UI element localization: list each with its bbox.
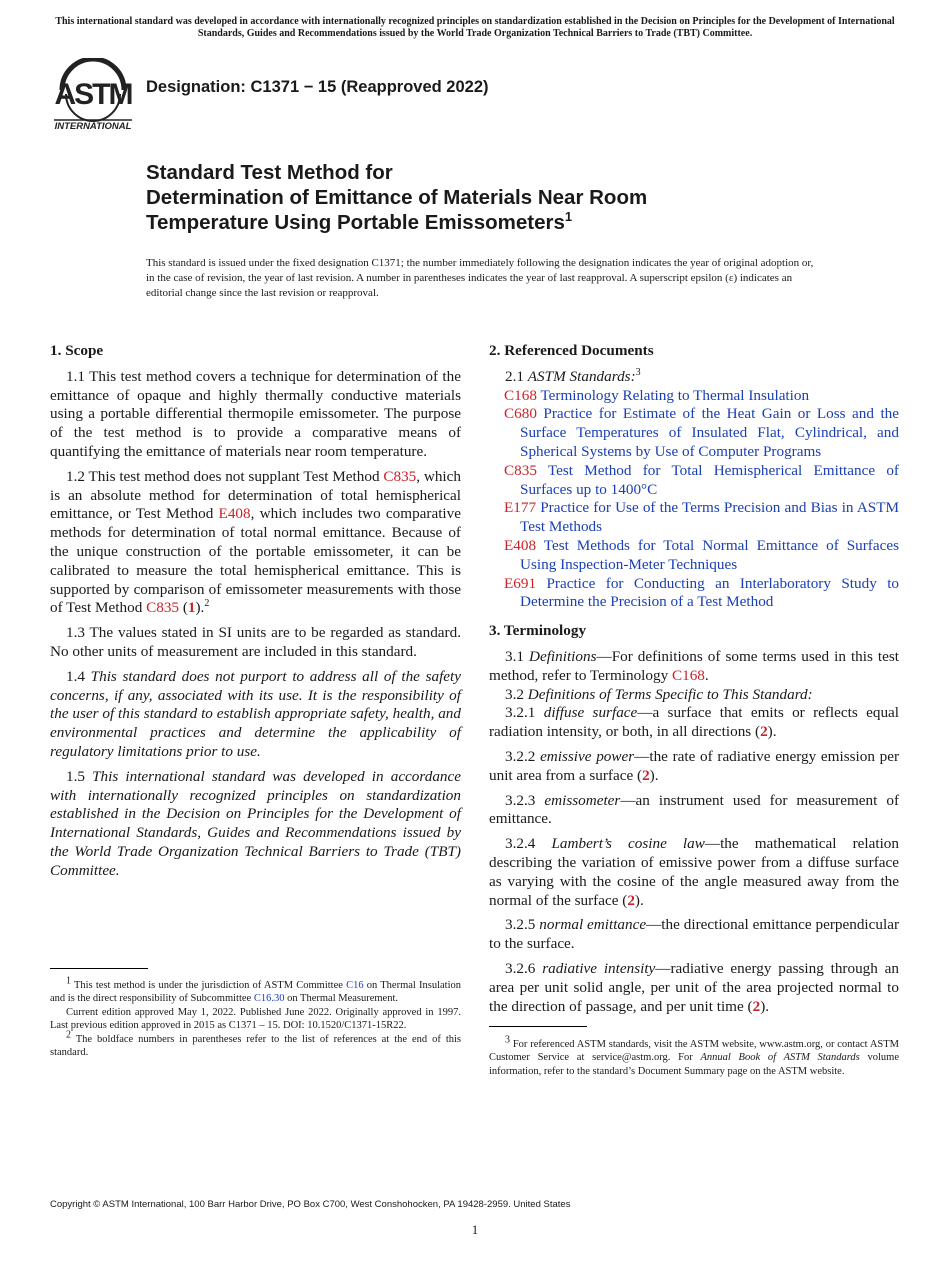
- definition-item: [489, 916, 899, 954]
- wto-text: This international standard was developed in accordance with internationally recognized principles on standardization established in the Decision on Principles for the Development of International Standards, Guides and Recommendations issued by the World Trade Organization Technical Barriers to Trade (TBT) Committee.: [50, 767, 462, 879]
- right-column: [489, 342, 899, 1022]
- term: Lambert’s cosine law: [551, 835, 705, 853]
- reference-list: [489, 387, 899, 613]
- term: diffuse surface: [543, 704, 638, 722]
- text: , which includes two comparative methods for determination of total normal emittance. Because of the unique construction of the portable emissometer, it can be calibrated to measure the total hemispherical emittance. This is supported by comparison of emissometer measurements with those of Test Method: [50, 505, 461, 617]
- text: on Thermal Insulation and is the direct responsibility of Subcommittee: [50, 980, 461, 1005]
- term: emissometer: [544, 791, 621, 809]
- link-c16[interactable]: C16: [346, 980, 364, 991]
- fn-mark: 2: [66, 1029, 71, 1041]
- scope-1-5: [50, 768, 461, 881]
- page-number: 1: [471, 1222, 479, 1237]
- reference-item: [489, 575, 899, 613]
- text: Definitions of Terms Specific to This Standard:: [527, 685, 813, 703]
- logo-wordmark: INTERNATIONAL: [54, 121, 132, 132]
- footnote-1: [50, 975, 461, 1006]
- reference-code[interactable]: E691: [504, 574, 537, 592]
- section-heading-scope: 1. Scope: [50, 342, 104, 359]
- footnote-1-edition: Current edition approved May 1, 2022. Published June 2022. Originally approved in 1997. Last previous edition approved in 2015 as C1371 – 15. DOI: 10.1520/C1371-15R22.: [50, 1006, 461, 1032]
- para-num: 3.2.1: [505, 704, 544, 722]
- para-num: 3.2.5: [505, 916, 540, 934]
- fn-mark: 3: [505, 1034, 510, 1046]
- text: ).: [760, 997, 770, 1015]
- section-heading-referenced-documents: 2. Referenced Documents: [489, 342, 654, 359]
- para-num: 3.2.2: [505, 747, 541, 765]
- text: This test method is under the jurisdiction of ASTM Committee: [71, 980, 347, 991]
- text: (: [179, 599, 188, 617]
- para-num: 1.4: [66, 667, 91, 685]
- text: ).: [195, 599, 205, 617]
- footnote-2: [50, 1029, 461, 1060]
- footnotes-right: [489, 1034, 899, 1078]
- reference-link[interactable]: 2: [627, 891, 635, 909]
- term: emissive power: [540, 747, 635, 765]
- title-line-3: [146, 210, 846, 235]
- footnote-mark[interactable]: 2: [204, 598, 210, 610]
- term: Definitions: [529, 647, 597, 665]
- designation: Designation: C1371 − 15 (Reapproved 2022): [146, 78, 489, 96]
- issued-note: This standard is issued under the fixed designation C1371; the number immediately following the designation indicates the year of original adoption or, in the case of revision, the year of last revision. A number in parentheses indicates the year of last reapproval. A superscript epsilon (ε) indicates an editorial change since the last revision or reapproval.: [146, 257, 814, 299]
- text: —the rate of radiative energy emission per unit area from a surface (: [489, 747, 900, 784]
- definition-item: [489, 704, 899, 742]
- reference-title[interactable]: Practice for Estimate of the Heat Gain or Loss and the Surface Temperatures of Insulated Flat, Cylindrical, and Spherical Systems by Use of Computer Programs: [520, 405, 900, 460]
- text: .: [704, 666, 709, 684]
- reference-item: [489, 405, 899, 461]
- title-line-2: Determination of Emittance of Materials Near Room: [146, 186, 648, 209]
- reference-item: [489, 537, 899, 575]
- scope-1-1: 1.1 This test method covers a technique for determination of the emittance of opaque and highly thermally conductive materials using a portable differential thermopile emissometer. The purpose of the test method is to provide a comparative means of quantifying the emittance of materials near room temperature.: [50, 367, 461, 460]
- left-column: [50, 342, 461, 887]
- reference-link[interactable]: 2: [760, 723, 768, 741]
- text: Annual Book of ASTM Standards: [700, 1052, 860, 1064]
- text: volume information, refer to the standard’s Document Summary page on the ASTM website.: [489, 1052, 899, 1077]
- text: , which is an absolute method for determination of total hemispherical emittance, or Test Method: [50, 467, 461, 523]
- document-title: [146, 160, 846, 235]
- footnotes-left: [50, 975, 461, 1059]
- terminology-3-2: [489, 686, 899, 705]
- footnote-divider: [50, 968, 148, 969]
- footnote-mark[interactable]: 3: [635, 366, 641, 378]
- term: radiative intensity: [542, 959, 656, 977]
- footnote-divider: [489, 1026, 587, 1027]
- scope-1-3: 1.3 The values stated in SI units are to be regarded as standard. No other units of measurement are included in this standard.: [50, 624, 461, 660]
- text: 1.2 This test method does not supplant Test Method: [66, 467, 384, 485]
- definition-item: [489, 835, 899, 910]
- text: on Thermal Measurement.: [284, 993, 399, 1005]
- title-footnote-mark[interactable]: 1: [564, 209, 573, 225]
- reference-item: [489, 462, 899, 500]
- reference-item: [489, 499, 899, 537]
- text: The boldface numbers in parentheses refer to the list of references at the end of this standard.: [50, 1033, 461, 1059]
- definition-item: [489, 748, 899, 786]
- reference-code[interactable]: E408: [504, 536, 537, 554]
- link-c168[interactable]: C168: [671, 666, 705, 684]
- definition-item: [489, 792, 899, 830]
- para-num: 3.2.4: [505, 835, 552, 853]
- fn-mark: 1: [66, 975, 71, 987]
- title-line-1: Standard Test Method for: [146, 161, 393, 184]
- header-notice: This international standard was developed in accordance with internationally recognized principles on standardization established in the Decision on Principles for the Development of International Standards, Guides and Recommendations issued by the World Trade Organization Technical Barriers to Trade (TBT) Committee.: [55, 16, 895, 39]
- text: For referenced ASTM standards, visit the ASTM website, www.astm.org, or contact ASTM Customer Service at service@astm.org. For: [489, 1039, 899, 1064]
- terminology-3-1: [489, 648, 899, 686]
- text: —the mathematical relation describing the variation of emissive power from a diffuse surface as varying with the cosine of the angle measured away from the normal of the surface (: [489, 835, 899, 909]
- svg-text:ASTM: ASTM: [54, 78, 132, 111]
- text: ).: [649, 766, 659, 784]
- reference-link[interactable]: 2: [752, 997, 761, 1015]
- scope-1-4: [50, 668, 461, 762]
- text: ).: [767, 723, 777, 741]
- title-line-3-text: Temperature Using Portable Emissometers: [146, 211, 565, 234]
- section-heading-terminology: 3. Terminology: [489, 622, 587, 640]
- safety-text: This standard does not purport to address all of the safety concerns, if any, associated with its use. It is the responsibility of the user of this standard to establish appropriate safety, health, and environmental practices and determine the applicability of regulatory limitations prior to use.: [50, 667, 462, 760]
- scope-1-2: [50, 468, 461, 618]
- reference-title[interactable]: Test Methods for Total Normal Emittance of Surfaces Using Inspection-Meter Techniques: [520, 536, 899, 573]
- link-c16-30[interactable]: C16.30: [253, 993, 285, 1005]
- reference-item: [489, 387, 899, 406]
- astm-standards-heading: [489, 368, 899, 387]
- link-c835[interactable]: C835: [383, 467, 417, 485]
- para-num: 2.1: [505, 367, 528, 385]
- para-num: 3.2.3: [505, 791, 545, 809]
- reference-code[interactable]: C168: [504, 386, 537, 404]
- reference-title[interactable]: Practice for Use of the Terms Precision and Bias in ASTM Test Methods: [520, 499, 900, 536]
- reference-link[interactable]: 2: [642, 766, 650, 784]
- reference-code[interactable]: E177: [504, 499, 537, 517]
- astm-logo: [52, 58, 134, 132]
- footnote-3: [489, 1034, 899, 1078]
- reference-link[interactable]: 1: [187, 599, 196, 617]
- definition-list: [489, 704, 899, 1016]
- text: ASTM Standards:: [527, 367, 636, 385]
- text: —the directional emittance perpendicular to the surface.: [489, 916, 900, 953]
- text: —For definitions of some terms used in this test method, refer to Terminology: [489, 647, 899, 684]
- reference-title[interactable]: Terminology Relating to Thermal Insulation: [540, 386, 810, 404]
- para-num: 3.2.6: [505, 959, 543, 977]
- definition-item: [489, 960, 899, 1016]
- para-num: 1.5: [66, 767, 93, 785]
- text: ).: [634, 891, 644, 909]
- text: —a surface that emits or reflects equal radiation intensity, or both, in all directions (: [489, 704, 899, 741]
- reference-code[interactable]: C680: [504, 405, 537, 423]
- reference-title[interactable]: Practice for Conducting an Interlaboratory Study to Determine the Precision of a Test Method: [520, 574, 900, 611]
- link-c835[interactable]: C835: [146, 599, 180, 617]
- para-num: 3.2: [505, 685, 528, 703]
- text: —radiative energy passing through an area per unit solid angle, per unit of the area projected normal to the direction of passage, and per unit time (: [489, 959, 899, 1015]
- text: —an instrument used for measurement of emittance.: [489, 791, 900, 828]
- term: normal emittance: [539, 916, 647, 934]
- copyright: Copyright © ASTM International, 100 Barr Harbor Drive, PO Box C700, West Conshohocken, PA 19428-2959. United States: [50, 1199, 571, 1210]
- reference-title[interactable]: Test Method for Total Hemispherical Emittance of Surfaces up to 1400°C: [520, 461, 899, 498]
- para-num: 3.1: [505, 647, 529, 665]
- reference-code[interactable]: C835: [504, 461, 537, 479]
- link-e408[interactable]: E408: [218, 505, 251, 523]
